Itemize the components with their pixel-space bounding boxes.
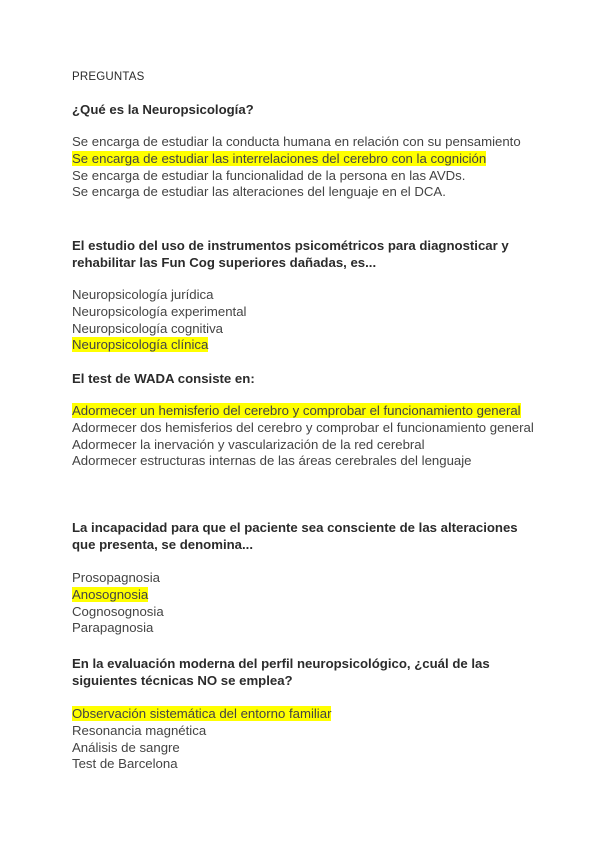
answer-list-2 (72, 287, 542, 354)
answer-list-5 (72, 706, 542, 773)
answer-option: Se encarga de estudiar la funcionalidad de la persona en las AVDs. (72, 167, 466, 183)
answer-option: Se encarga de estudiar las alteraciones del lenguaje en el DCA. (72, 184, 446, 200)
answer-option-correct: Adormecer un hemisferio del cerebro y comprobar el funcionamiento general (72, 403, 521, 418)
answer-option: Resonancia magnética (72, 722, 207, 738)
answer-option: Parapagnosia (72, 620, 154, 636)
answer-option: Cognosognosia (72, 603, 164, 619)
answer-option: Se encarga de estudiar la conducta humana en relación con su pensamiento (72, 134, 521, 149)
question-5: En la evaluación moderna del perfil neuropsicológico, ¿cuál de las siguientes técnicas NO se emplea? (72, 656, 490, 688)
answer-list-3 (72, 403, 542, 470)
question-4: La incapacidad para que el paciente sea consciente de las alteraciones que presenta, se denomina... (72, 520, 518, 552)
answer-option: Neuropsicología experimental (72, 303, 247, 319)
answer-option: Análisis de sangre (72, 739, 180, 755)
answer-option-correct: Anosognosia (72, 586, 149, 602)
question-1: ¿Qué es la Neuropsicología? (72, 102, 254, 117)
question-2: El estudio del uso de instrumentos psicométricos para diagnosticar y rehabilitar las Fun Cog superiores dañadas, es... (72, 238, 509, 270)
section-header: PREGUNTAS (72, 71, 145, 83)
answer-option-correct: Observación sistemática del entorno familiar (72, 706, 332, 721)
answer-option: Adormecer dos hemisferios del cerebro y comprobar el funcionamiento general (72, 419, 534, 435)
answer-option: Adormecer la inervación y vascularización de la red cerebral (72, 436, 425, 452)
answer-option-correct: Neuropsicología clínica (72, 337, 209, 353)
answer-list-1 (72, 134, 542, 201)
answer-option: Neuropsicología jurídica (72, 287, 214, 302)
question-3: El test de WADA consiste en: (72, 371, 255, 386)
answer-option: Neuropsicología cognitiva (72, 320, 224, 336)
answer-option-correct: Se encarga de estudiar las interrelaciones del cerebro con la cognición (72, 150, 487, 166)
answer-option: Test de Barcelona (72, 756, 178, 772)
answer-option: Adormecer estructuras internas de las áreas cerebrales del lenguaje (72, 453, 472, 469)
answer-list-4 (72, 570, 542, 637)
answer-option: Prosopagnosia (72, 570, 160, 585)
